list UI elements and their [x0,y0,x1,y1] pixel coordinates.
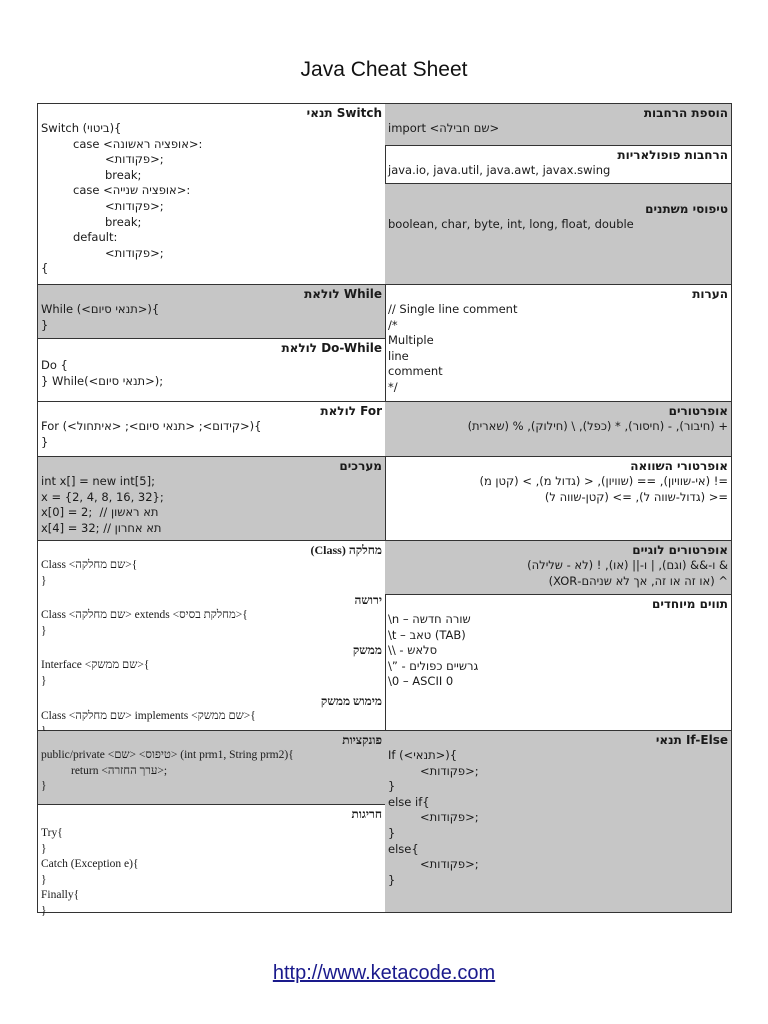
code-line: // Single line comment [388,302,518,316]
functions-cell [38,731,385,805]
code-line: If (<תנאי>){ [388,748,458,762]
code-line: } [41,904,47,917]
comments-cell [385,285,731,402]
cheat-sheet-table [37,103,732,917]
code-line: comment [388,364,443,379]
comments-header: הערות [692,287,728,301]
interface-impl-header: מימוש ממשק [320,693,382,708]
code-line: Class <שם מחלקה>{ [41,559,138,571]
variable-types-cell [385,184,731,285]
code-line: <פקודות>; [420,810,479,825]
left-column [38,104,386,917]
code-line: <פקודות>; [105,198,164,213]
logical-line: & ו-&& (וגם), | ו-|| (או), ! (לא - שלילה) [527,558,728,572]
code-line: Class <שם מחלקה> implements <שם ממשק>{ [41,709,256,722]
class-header: מחלקה (Class) [310,543,382,557]
code-line: break; [105,214,142,229]
code-line: */ [388,379,398,394]
code-line: case <אופציה שנייה>: [73,183,191,198]
operators-header: אופרטורים [668,404,728,418]
class-cell [38,541,385,731]
code-line: Switch (ביטוי){ [41,121,122,135]
switch-header: Switch תנאי [306,106,382,120]
exceptions-cell [38,805,385,917]
code-line: For (<קידום>; <תנאי סיום>; <איתחול>){ [41,419,262,433]
code-line: Class <שם מחלקה> extends <מחלקת בסיס>{ [41,609,248,622]
code-line: x = {2, 4, 8, 16, 32}; [41,489,164,504]
logical-operators-header: אופרטורים לוגיים [632,543,728,557]
code-line: } [41,624,47,637]
logical-line: ^ (או זה או זה, אך לא שניהם-XOR) [548,573,728,588]
arrays-cell [38,457,385,541]
code-line: case <אופציה ראשונה>: [73,136,203,151]
operators-cell [385,402,731,457]
code-line: <פקודות>; [420,857,479,872]
code-line: } [41,780,47,793]
code-line: Try{ [41,827,63,839]
comparison-operators-header: אופרטורי השוואה [630,459,728,473]
inheritance-header: ירושה [354,593,382,608]
code-line: Do { [41,358,68,372]
code-line: Multiple [388,333,434,348]
code-line: \\ - סלאש [388,643,438,658]
code-line: public/private <טיפוס> <שם> (int prm1, String prm2){ [41,749,294,761]
interface-header: ממשק [352,643,382,658]
code-line: \t – טאב (TAB) [388,627,466,642]
code-line: else if{ [388,794,430,809]
code-line: \n – שורה חדשה [388,612,471,626]
code-line: } While(<תנאי סיום>); [41,373,164,388]
code-line: Catch (Exception e){ [41,858,139,871]
import-cell [385,104,731,146]
do-while-cell [38,339,385,402]
code-line: \0 – ASCII 0 [388,674,454,689]
operators-line: + (חיבור), - (חיסור), * (כפל), \ (חילוק), % (שארית) [467,419,728,433]
code-line: } [388,779,396,794]
code-line: { [41,261,49,276]
while-cell [38,285,385,339]
code-line: import <שם חבילה> [388,121,500,135]
special-chars-cell [385,595,731,731]
right-column [385,104,731,912]
for-header: For לולאת [320,404,382,418]
code-line: /* [388,317,398,332]
code-line: } [41,317,49,332]
code-line: line [388,348,409,363]
code-line: } [41,434,49,449]
popular-packages-header: הרחבות פופולאריות [617,148,728,162]
code-line: default: [73,230,118,245]
functions-header: פונקציות [342,733,382,747]
code-line: return <ערך החזרה>; [71,764,168,777]
code-line: } [388,825,396,840]
popular-packages-cell [385,146,731,184]
logical-operators-cell [385,541,731,595]
arrays-header: מערכים [339,459,382,473]
code-line: \” - גרשיים כפולים [388,658,479,673]
code-line: Interface <שם ממשק>{ [41,659,150,672]
code-line: java.io, java.util, java.awt, javax.swing [388,163,611,177]
for-cell [38,402,385,457]
switch-cell [38,104,385,285]
special-chars-header: תווים מיוחדים [651,597,728,611]
if-else-cell [385,731,731,912]
code-line: boolean, char, byte, int, long, float, double [388,217,634,231]
code-line: x[0] = 2; // תא ראשון [41,505,159,520]
comparison-operators-cell [385,457,731,541]
do-while-header: Do-While לולאת [281,341,382,355]
while-header: While לולאת [304,287,382,301]
code-line: } [41,873,47,886]
code-line: } [41,842,47,855]
code-line: <פקודות>; [420,763,479,778]
code-line: While (<תנאי סיום>){ [41,302,160,316]
code-line: } [388,872,396,887]
exceptions-header: חריגות [351,807,382,821]
code-line: x[4] = 32; // תא אחרון [41,520,162,535]
code-line: <פקודות>; [105,152,164,167]
code-line: else{ [388,841,419,856]
page-title: Java Cheat Sheet [300,58,468,81]
code-line: <פקודות>; [105,245,164,260]
if-else-header: If-Else תנאי [655,733,728,747]
footer-link[interactable]: http://www.ketacode.com [272,962,496,984]
code-line: } [41,574,47,587]
comparison-line: =< (גדול-שווה ל), => (קטן-שווה ל) [544,489,728,504]
code-line: break; [105,167,142,182]
code-line: } [41,674,47,687]
code-line: Finally{ [41,889,80,902]
code-line: int x[] = new int[5]; [41,474,155,488]
variable-types-header: טיפוסי משתנים [645,202,728,216]
import-header: הוספת הרחבות [643,106,728,120]
comparison-line: =! (אי-שוויון), == (שוויון), < (גדול מ), > (קטן מ) [479,474,728,488]
